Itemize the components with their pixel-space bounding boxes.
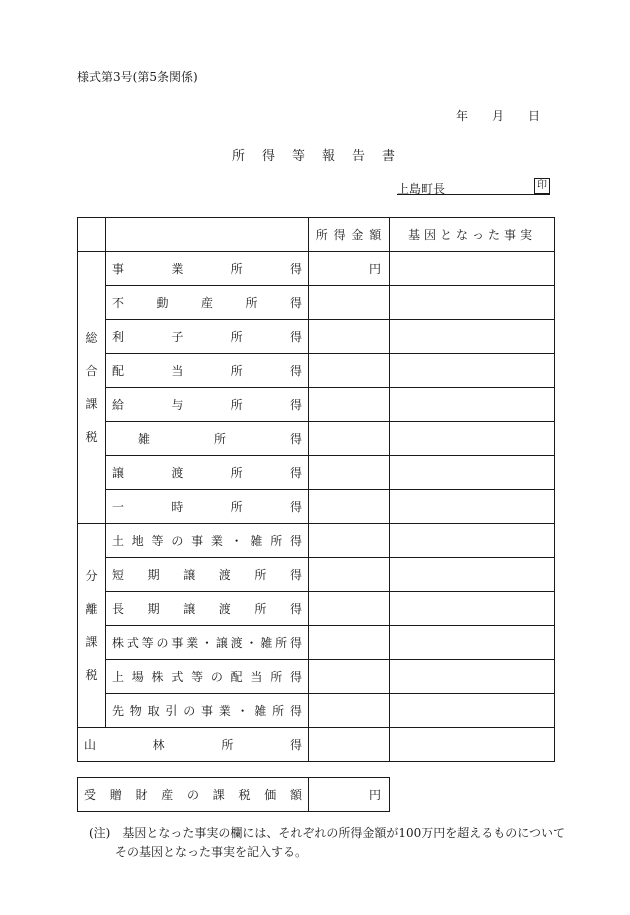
income-table [77,217,555,762]
item-label: 利子所得 [106,320,309,354]
header-amount: 所 得 金 額 [309,218,390,252]
item-label: 土地等の事業・雑所得 [106,524,309,558]
amount-cell[interactable] [309,320,390,354]
item-label: 譲渡所得 [106,456,309,490]
amount-cell[interactable] [309,422,390,456]
note-line-2: その基因となった事実を記入する。 [115,845,308,859]
addressee-line [397,180,550,195]
fact-cell[interactable] [390,286,555,320]
item-label: 株式等の事業・譲渡・雑所得 [106,626,309,660]
date-line [456,107,540,124]
amount-cell[interactable] [309,354,390,388]
fact-cell[interactable] [390,490,555,524]
amount-cell[interactable]: 円 [309,252,390,286]
item-label: 雑所得 [106,422,309,456]
table-row [78,660,555,694]
amount-cell[interactable] [309,660,390,694]
item-label: 長期譲渡所得 [106,592,309,626]
amount-cell[interactable] [309,388,390,422]
header-blank-cell [78,218,106,252]
fact-cell[interactable] [390,626,555,660]
note-line-1: (注) 基因となった事実の欄には、それぞれの所得金額が100万円を超えるものについて [89,826,566,840]
item-label: 上場株式等の配当所得 [106,660,309,694]
item-label: 不動産所得 [106,286,309,320]
gift-amount-cell[interactable]: 円 [309,778,390,812]
fact-cell[interactable] [390,592,555,626]
gift-table [77,777,390,812]
fact-cell[interactable] [390,660,555,694]
amount-cell[interactable] [309,626,390,660]
fact-cell[interactable] [390,524,555,558]
seal-mark: 印 [534,178,550,194]
amount-cell[interactable] [309,558,390,592]
amount-cell[interactable] [309,592,390,626]
table-header-row [78,218,555,252]
amount-cell[interactable] [309,524,390,558]
amount-cell[interactable] [309,456,390,490]
fact-cell[interactable] [390,558,555,592]
table-row [78,694,555,728]
header-blank-cell [106,218,309,252]
item-label: 給与所得 [106,388,309,422]
date-year-label: 年 [456,109,469,123]
table-row [78,320,555,354]
table-row [78,286,555,320]
fact-cell[interactable] [390,320,555,354]
table-row [78,626,555,660]
gift-label: 受贈財産の課税価額 [78,778,309,812]
form-number-label: 様式第3号(第5条関係) [77,70,198,84]
amount-cell[interactable] [309,490,390,524]
table-row [78,778,390,812]
table-row [78,354,555,388]
table-row [78,592,555,626]
table-row [78,728,555,762]
document-title: 所得等報告書 [232,149,413,164]
amount-cell[interactable] [309,286,390,320]
table-row [78,422,555,456]
item-label: 短期譲渡所得 [106,558,309,592]
date-month-label: 月 [492,109,505,123]
fact-cell[interactable] [390,388,555,422]
header-fact: 基因となった事実 [390,218,555,252]
item-label: 一時所得 [106,490,309,524]
category-sogo-kazei: 総 合 課 税 [78,252,106,524]
fact-cell[interactable] [390,354,555,388]
table-row [78,524,555,558]
fact-cell[interactable] [390,456,555,490]
item-label: 配当所得 [106,354,309,388]
category-bunri-kazei: 分 離 課 税 [78,524,106,728]
item-label: 事業所得 [106,252,309,286]
table-row [78,388,555,422]
item-label: 先物取引の事業・雑所得 [106,694,309,728]
amount-cell[interactable] [309,728,390,762]
item-label-sanrin: 山林所得 [78,728,309,762]
date-day-label: 日 [528,109,541,123]
amount-cell[interactable] [309,694,390,728]
fact-cell[interactable] [390,694,555,728]
table-row [78,558,555,592]
fact-cell[interactable] [390,728,555,762]
table-row [78,252,555,286]
fact-cell[interactable] [390,422,555,456]
fact-cell[interactable] [390,252,555,286]
addressee-name: 上島町長 [397,182,446,196]
table-row [78,490,555,524]
table-row [78,456,555,490]
